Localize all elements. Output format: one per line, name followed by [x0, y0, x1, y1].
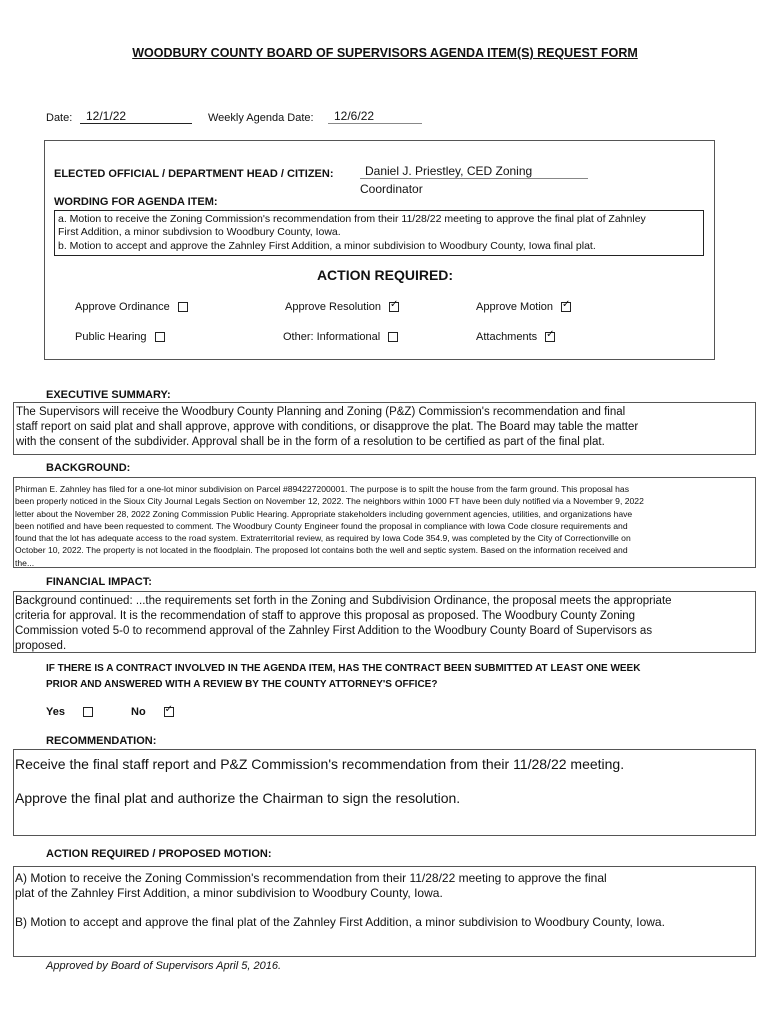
wording-label: WORDING FOR AGENDA ITEM:: [54, 196, 218, 208]
weekly-agenda-date-value: 12/6/22: [334, 109, 375, 123]
recommendation-line: Approve the final plat and authorize the Chairman to sign the resolution.: [15, 790, 461, 806]
financial-line: criteria for approval. It is the recommendation of staff to approve this proposal as proposed. The Woodbury County Zoning: [15, 610, 636, 622]
official-field[interactable]: [360, 162, 588, 196]
date-label: Date:: [46, 112, 73, 124]
form-title: WOODBURY COUNTY BOARD OF SUPERVISORS AGENDA ITEM(S) REQUEST FORM: [132, 46, 638, 60]
contract-question: [46, 661, 640, 693]
recommendation-line: Receive the final staff report and P&Z Commission's recommendation from their 11/28/22 meeting.: [15, 756, 625, 772]
background-line: letter about the November 28, 2022 Zoning Commission Public Hearing. Appropriate stakeholders including government agencies, utilities, and organizations have: [15, 508, 633, 519]
approve-resolution-label: Approve Resolution: [285, 301, 382, 313]
yes-label: Yes: [46, 706, 65, 718]
contract-question-line: IF THERE IS A CONTRACT INVOLVED IN THE AGENDA ITEM, HAS THE CONTRACT BEEN SUBMITTED AT LEAST ONE WEEK: [46, 663, 641, 674]
no-checkbox[interactable]: [164, 707, 174, 717]
date-field[interactable]: [80, 107, 192, 124]
proposed-motion-label: ACTION REQUIRED / PROPOSED MOTION:: [46, 848, 272, 860]
public-hearing-label: Public Hearing: [75, 331, 147, 343]
background-line: found that the lot has adequate access to the road system. Extraterritorial review, as required by Iowa Code 354.9, was completed by the City of Correctionville on: [15, 533, 631, 544]
other-informational-option[interactable]: [283, 331, 398, 343]
background-box[interactable]: [13, 477, 756, 568]
background-line: been properly noticed in the Sioux City Journal Legals Section on November 12, 2022. The neighbors within 1000 FT have been duly notified via a November 9, 2022: [15, 496, 644, 507]
background-line: October 10, 2022. The property is not located in the floodplain. The proposed lot contains both the well and septic system. Based on the information received and: [15, 545, 628, 556]
attachments-label: Attachments: [476, 331, 538, 343]
proposed-motion-box[interactable]: [13, 866, 756, 957]
financial-line: Background continued: ...the requirements set forth in the Zoning and Subdivision Ordinance, the proposal meets the appropriate: [15, 595, 672, 607]
weekly-agenda-date-label: Weekly Agenda Date:: [208, 112, 314, 124]
recommendation-box[interactable]: [13, 749, 756, 836]
approve-resolution-checkbox[interactable]: [389, 302, 399, 312]
financial-line: Commission voted 5-0 to recommend approval of the Zahnley First Addition to the Woodbury County Board of Supervisors as: [15, 625, 653, 637]
weekly-agenda-date-field[interactable]: [328, 107, 422, 124]
attachments-checkbox[interactable]: [545, 332, 555, 342]
wording-line: a. Motion to receive the Zoning Commission's recommendation from their 11/28/22 meeting to approve the final plat of Zahnley: [58, 213, 646, 225]
approve-ordinance-option[interactable]: [75, 301, 188, 313]
public-hearing-checkbox[interactable]: [155, 332, 165, 342]
no-label: No: [131, 706, 146, 718]
approve-resolution-option[interactable]: [285, 301, 399, 313]
exec-line: The Supervisors will receive the Woodbury County Planning and Zoning (P&Z) Commission's recommendation and final: [16, 406, 626, 418]
approved-note: Approved by Board of Supervisors April 5, 2016.: [46, 960, 282, 972]
wording-line: First Addition, a minor subdivsion to Woodbury County, Iowa.: [58, 226, 341, 239]
proposed-line: plat of the Zahnley First Addition, a minor subdivision to Woodbury County, Iowa.: [15, 886, 443, 900]
wording-text-box[interactable]: [54, 210, 704, 256]
exec-line: with the consent of the subdivider. Approval shall be in the form of a resolution to be certified as part of the final plat.: [16, 436, 605, 448]
proposed-line: B) Motion to accept and approve the final plat of the Zahnley First Addition, a minor subdivision to Woodbury County, Iowa.: [15, 915, 665, 929]
financial-line: proposed.: [15, 640, 67, 652]
approve-motion-label: Approve Motion: [476, 301, 554, 313]
approve-ordinance-checkbox[interactable]: [178, 302, 188, 312]
action-required-title: ACTION REQUIRED:: [316, 267, 454, 283]
financial-impact-label: FINANCIAL IMPACT:: [46, 576, 152, 588]
executive-summary-box[interactable]: [13, 402, 756, 455]
executive-summary-label: EXECUTIVE SUMMARY:: [46, 389, 171, 401]
contract-question-line: PRIOR AND ANSWERED WITH A REVIEW BY THE COUNTY ATTORNEY'S OFFICE?: [46, 679, 438, 690]
no-option[interactable]: [131, 706, 174, 718]
other-informational-checkbox[interactable]: [388, 332, 398, 342]
official-value: Daniel J. Priestley, CED Zoning Coordinator: [360, 164, 533, 196]
background-line: Phirman E. Zahnley has filed for a one-lot minor subdivision on Parcel #894227200001. The purpose is to spilt the house from the farm ground. This proposal has: [15, 484, 630, 494]
attachments-option[interactable]: [476, 331, 555, 343]
background-line: been notified and have been requested to comment. The Woodbury County Engineer found the proposal in compliance with Iowa Code closure requirements and: [15, 520, 628, 531]
approve-ordinance-label: Approve Ordinance: [75, 301, 170, 313]
other-informational-label: Other: Informational: [283, 331, 381, 343]
approve-motion-checkbox[interactable]: [561, 302, 571, 312]
yes-checkbox[interactable]: [83, 707, 93, 717]
financial-impact-box[interactable]: [13, 591, 756, 653]
background-line: the...: [15, 557, 35, 568]
yes-option[interactable]: [46, 706, 93, 718]
approve-motion-option[interactable]: [476, 301, 571, 313]
exec-line: staff report on said plat and shall approve, approve with conditions, or disapprove the plat. The Board may table the matter: [16, 421, 639, 433]
public-hearing-option[interactable]: [75, 331, 165, 343]
official-label: ELECTED OFFICIAL / DEPARTMENT HEAD / CITIZEN:: [54, 168, 334, 180]
date-value: 12/1/22: [86, 109, 127, 123]
recommendation-label: RECOMMENDATION:: [46, 735, 157, 747]
wording-line: b. Motion to accept and approve the Zahnley First Addition, a minor subdivision to Woodbury County, Iowa final plat.: [58, 239, 596, 252]
proposed-line: A) Motion to receive the Zoning Commission's recommendation from their 11/28/22 meeting to approve the final: [15, 871, 607, 885]
background-label: BACKGROUND:: [46, 462, 131, 474]
